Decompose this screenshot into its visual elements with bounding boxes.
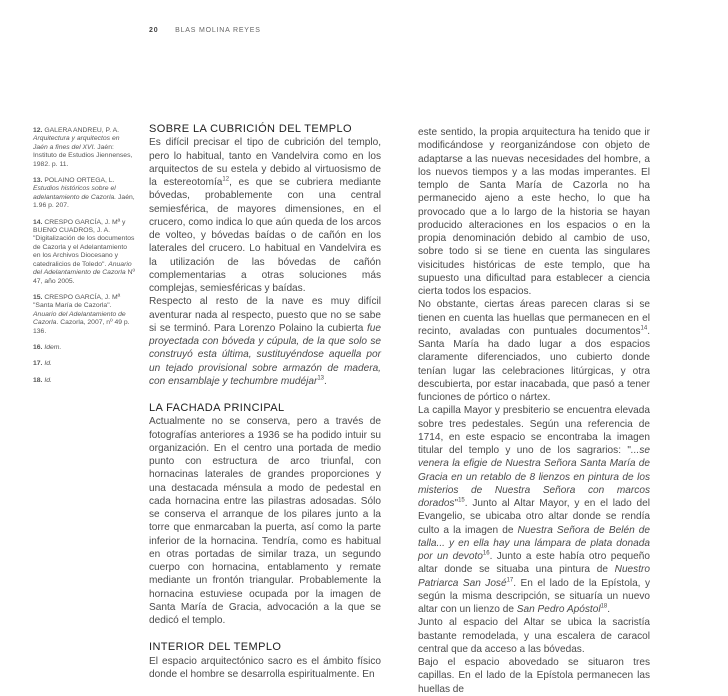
footnote-18: 18. Id. — [33, 376, 52, 384]
paragraph: La capilla Mayor y presbiterio se encuentra elevada sobre tres pedestales. Según una referencia de 1714, en este espacio se encontraba la imagen titular del templo y uno de los sagrarios: "...se venera la efigie de Nuestra Señora Santa María de Gracia en un retablo de 8 lienzos en pintura de los misterios de Nuestra Señora con marcos dorados"$^{15}$. Junto al Altar Mayor, y en el lado del Evangelio, se ubicaba otro altar donde se rendía culto a la imagen de Nuestra Señora de Belén de talla... y en ella hay una lámpara de plata donada por un devoto$^{16}$. Junto a este había otro pequeño altar donde se situaba una pintura de Nuestro Patriarca San José$^{17}$. En el lado de la Epístola, y según la misma descripción, se situaría un nuevo altar con un lienzo de San Pedro Apóstol$^{18}$. — [418, 405, 650, 615]
paragraph: Es difícil precisar el tipo de cubrición del templo, pero lo habitual, tanto en Vandelvira como en los arquitectos de su estela y debido al virtuosismo de la estereotomía$^{12}$, es que se cubriera mediante bóvedas, probablemente con una central semiesférica, de mayores dimensiones, en el crucero, como indica lo que aún queda de los arcos de volteo, y bóvedas baídas o de cañón en los laterales del crucero. Lo habitual en Vandelvira es la utilización de las bóvedas de cañón complementarias a otras soluciones más complejas, semiesféricas y baídas. — [149, 137, 381, 294]
paragraph: este sentido, la propia arquitectura ha tenido que ir modificándose y reorganizándose con objeto de adaptarse a las nuevas necesidades del hombre, a los nuevos tiempos y a las modas imperantes. El templo de Santa María de Cazorla no ha permanecido ajeno a este hecho, lo que ha provocado que a lo largo de la historia se hayan producido alteraciones en los espacios o en la propia denominación debido al cambio de uso, sobre todo si se tiene en cuenta las singulares visicitudes históricas de este templo, que ha supuesto una dificultad para establecer a ciencia cierta todos los espacios. — [418, 127, 650, 297]
footnote-12: 12. GALERA ANDREU, P. A. Arquitectura y arquitectos en Jaén a fines del XVI. Jaén: Instituto de Estudios Jiennenses, 1982. p. 11. — [33, 127, 133, 168]
page-number: 20 — [149, 27, 159, 34]
footnote-13: 13. POLAINO ORTEGA, L. Estudios históricos sobre el adelantamiento de Cazorla. Jaén, 1.96 p. 207. — [33, 177, 135, 210]
footnote-16: 16. Idem. — [33, 343, 62, 351]
section-heading-cubricion: SOBRE LA CUBRICIÓN DEL TEMPLO — [149, 123, 352, 135]
running-header — [149, 27, 261, 34]
footnote-ref: 12 — [222, 176, 230, 183]
footnote-15: 15. CRESPO GARCÍA, J. Mª "Santa María de Cazorla". Anuario del Adelantamiento de Cazorla. Cazorla, 2007, nº 49 p. 136. — [33, 293, 130, 335]
paragraph: Actualmente no se conserva, pero a través de fotografías anteriores a 1936 se ha podido intuir su organización. En el centro una portada de medio punto con estructura de arco triunfal, con hornacinas laterales de grandes proporciones y una destacada ménsula a modo de pedestal en cada hornacina entre las pilastras adosadas. Sólo se conserva el arranque de los pilares junto a la torre que enmarcaban la puerta, así como la parte inferior de la hornacina. Tendría, como es habitual en otras portadas de similar traza, un segundo cuerpo con hornacina, entablamento y remate mediante un frontón triangular. Probablemente la hornacina estuviese ocupada por la imagen de Santa María de Gracia, advocación a la que se dedicó el templo. — [149, 416, 381, 626]
body-column-right — [418, 126, 650, 696]
footnote-ref: 17 — [506, 577, 514, 584]
footnote-ref: 16 — [482, 550, 490, 557]
footnote-14: 14. CRESPO GARCÍA, J. Mª y BUENO CUADROS, J. A. "Digitalización de los documentos de Cazorla y el Adelantamiento en los Archivos Diocesano y catedralicios de Toledo". Anuario del Adelantamiento de Cazorla Nº 47, año 2005. — [33, 218, 135, 285]
footnote-ref: 18 — [600, 603, 608, 610]
footnote-ref: 15 — [458, 497, 465, 504]
footnote-ref: 14 — [640, 325, 648, 332]
paragraph: Junto al espacio del Altar se ubica la sacristía bastante remodelada, y una escalera de caracol central que da acceso a las bóvedas. — [418, 617, 650, 655]
paragraph: Bajo el espacio abovedado se situaron tres capillas. En el lado de la Epístola permanecen las huellas de — [418, 657, 650, 695]
section-heading-fachada: LA FACHADA PRINCIPAL — [149, 402, 285, 414]
paragraph: Respecto al resto de la nave es muy difícil aventurar nada al respecto, puesto que no se sabe si se terminó. Para Lorenzo Polaino la cubierta fue proyectada con bóveda y cúpula, de la que solo se construyó esta última, sustituyéndose aquella por un tejado provisional sobre armazón de madera, con ensamblaje y techumbre mudéjar$^{13}$. — [149, 296, 381, 387]
section-heading-interior: INTERIOR DEL TEMPLO — [149, 641, 282, 654]
footnotes-sidebar — [33, 127, 135, 393]
body-column-left — [149, 123, 381, 681]
paragraph: El espacio arquitectónico sacro es el ámbito físico donde el hombre se desarrolla espiritualmente. En — [149, 655, 381, 680]
footnote-17: 17. Id. — [33, 360, 52, 368]
paragraph: No obstante, ciertas áreas parecen claras si se tienen en cuenta las huellas que permanecen en el recinto, avaladas con puntuales documentos$^{14}$. Santa María ha dado lugar a dos espacios claramente diferenciados, uno cubierto donde tenían lugar las celebraciones litúrgicas, y otra descubierta, por estar inacabada, que pasó a tener funciones de pórtico o nártex. — [418, 299, 650, 403]
author-name: BLAS MOLINA REYES — [175, 27, 261, 34]
footnote-ref: 13 — [317, 375, 325, 382]
